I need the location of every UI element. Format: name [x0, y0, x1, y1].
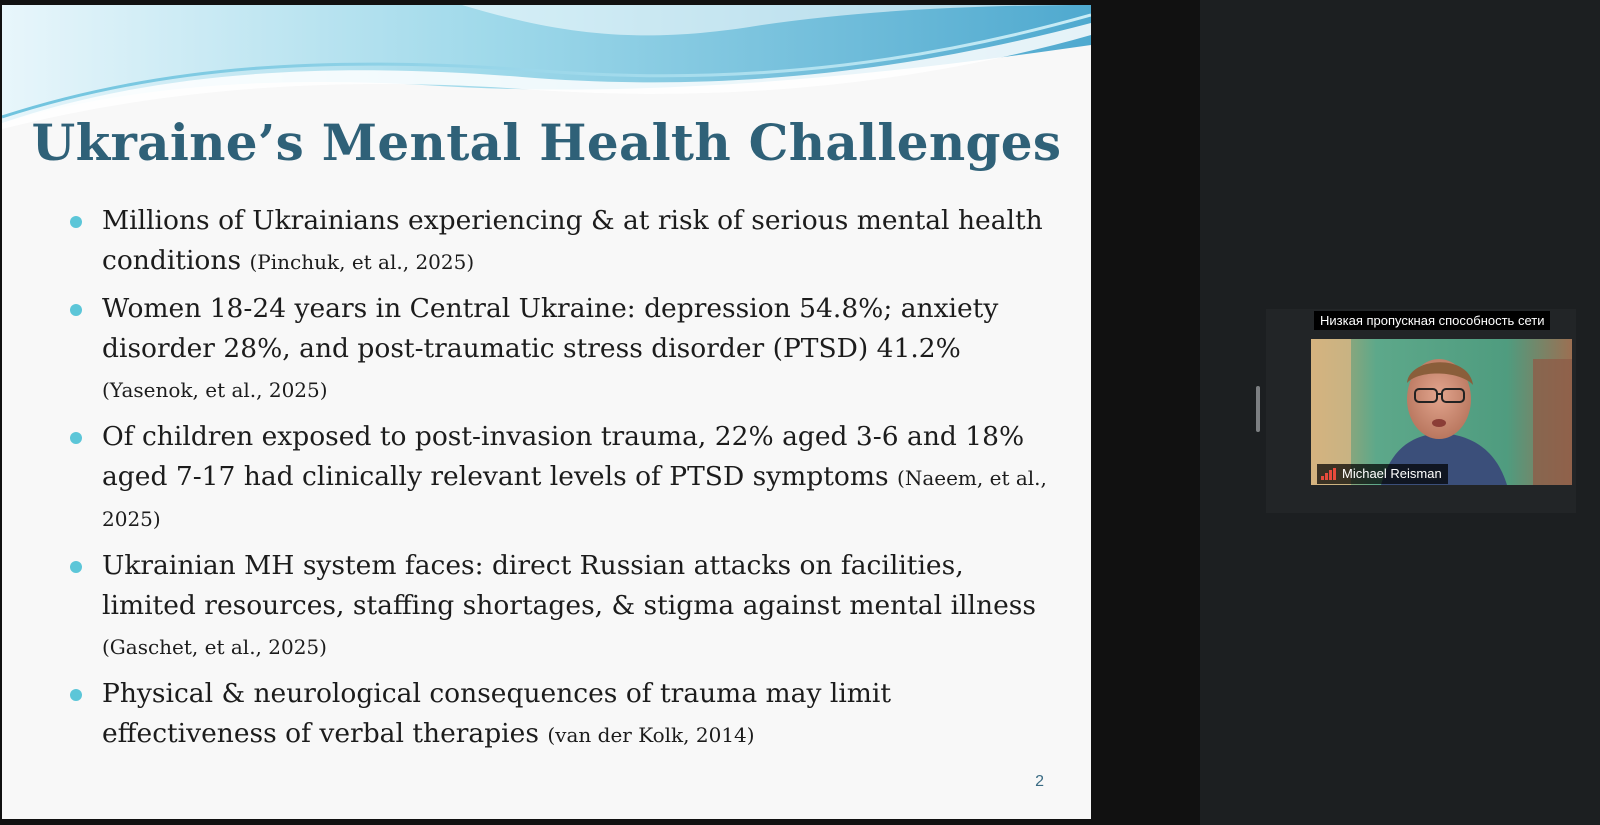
bullet-citation: (Yasenok, et al., 2025)	[102, 378, 328, 402]
bullet-text: Women 18-24 years in Central Ukraine: depression 54.8%; anxiety disorder 28%, and post-traumatic stress disorder (PTSD) 41.2%	[102, 293, 999, 364]
bullet-item	[70, 417, 1060, 539]
pane-resize-handle[interactable]	[1256, 386, 1260, 432]
bullet-dot-icon	[70, 689, 82, 701]
bullet-citation: (van der Kolk, 2014)	[547, 723, 755, 747]
bullet-item	[70, 674, 1060, 755]
signal-bars-icon	[1321, 468, 1336, 480]
bullet-dot-icon	[70, 216, 82, 228]
bullet-dot-icon	[70, 561, 82, 573]
slide-title: Ukraine’s Mental Health Challenges	[31, 113, 1062, 172]
bullet-dot-icon	[70, 304, 82, 316]
bullet-text: Of children exposed to post-invasion trauma, 22% aged 3-6 and 18% aged 7-17 had clinically relevant levels of PTSD symptoms	[102, 421, 1025, 492]
bullet-item	[70, 546, 1060, 667]
bullet-item	[70, 289, 1060, 410]
bullet-citation: (Naeem, et al., 2025)	[102, 466, 1047, 531]
bullet-text: Millions of Ukrainians experiencing & at risk of serious mental health conditions	[102, 205, 1043, 276]
bullet-list	[70, 201, 1060, 762]
bullet-dot-icon	[70, 432, 82, 444]
participant-name-tag	[1317, 464, 1448, 484]
slide-page-number: 2	[1035, 773, 1044, 790]
presentation-slide	[2, 5, 1091, 819]
bullet-text: Physical & neurological consequences of trauma may limit effectiveness of verbal therapies	[102, 678, 892, 749]
bullet-citation: (Gaschet, et al., 2025)	[102, 635, 327, 659]
bullet-text: Ukrainian MH system faces: direct Russian attacks on facilities, limited resources, staffing shortages, & stigma against mental illness	[102, 550, 1036, 621]
network-warning-label: Низкая пропускная способность сети	[1314, 311, 1550, 330]
bullet-item	[70, 201, 1060, 282]
bullet-citation: (Pinchuk, et al., 2025)	[249, 250, 475, 274]
participant-name: Michael Reisman	[1342, 466, 1442, 481]
